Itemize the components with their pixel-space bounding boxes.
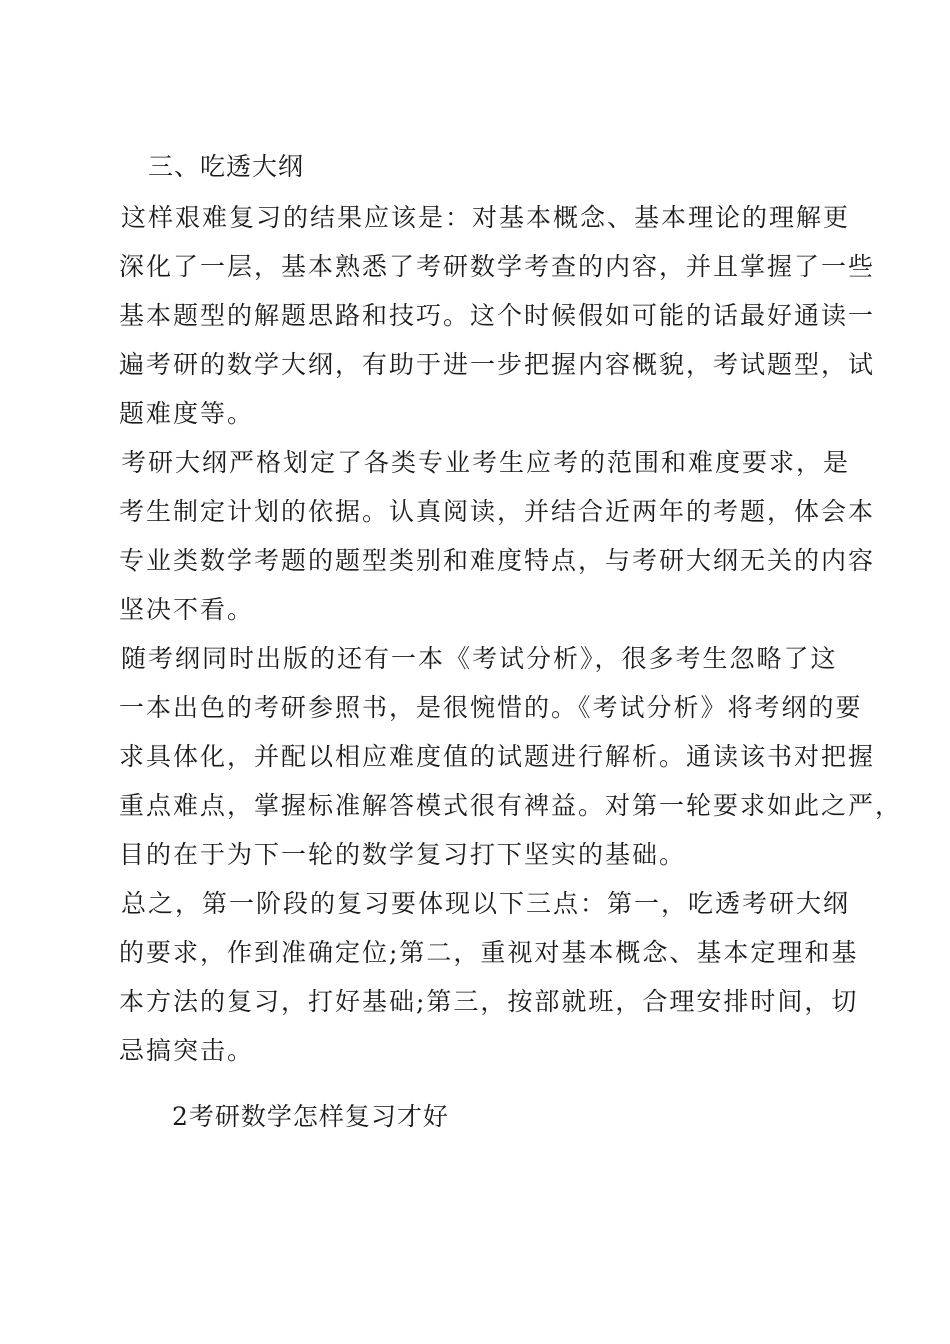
- paragraph-1-line-1: 这样艰难复习的结果应该是：对基本概念、基本理论的理解更: [121, 203, 851, 232]
- paragraph-1-line-5: 题难度等。: [119, 399, 255, 428]
- paragraph-3-line-3: 求具体化，并配以相应难度值的试题进行解析。通读该书对把握: [119, 742, 876, 771]
- section-heading: 三、吃透大纲: [148, 152, 305, 181]
- paragraph-4-line-4: 忌搞突击。: [119, 1036, 255, 1065]
- body-text: [119, 193, 903, 1075]
- paragraph-2-line-1: 考研大纲严格划定了各类专业考生应考的范围和难度要求，是: [121, 448, 851, 477]
- paragraph-1-line-2: 深化了一层，基本熟悉了考研数学考查的内容，并且掌握了一些: [119, 252, 876, 281]
- paragraph-2-line-2: 考生制定计划的依据。认真阅读，并结合近两年的考题，体会本: [119, 497, 876, 526]
- paragraph-4-line-1: 总之，第一阶段的复习要体现以下三点：第一，吃透考研大纲: [121, 889, 851, 918]
- paragraph-3-line-2: 一本出色的考研参照书，是很惋惜的。《考试分析》将考纲的要: [119, 693, 863, 722]
- paragraph-4-line-3: 本方法的复习，打好基础;第三，按部就班，合理安排时间，切: [119, 987, 859, 1016]
- paragraph-2-line-3: 专业类数学考题的题型类别和难度特点，与考研大纲无关的内容: [119, 546, 876, 575]
- paragraph-1-line-4: 遍考研的数学大纲，有助于进一步把握内容概貌，考试题型，试: [119, 350, 876, 379]
- paragraph-3-line-1: 随考纲同时出版的还有一本《考试分析》，很多考生忽略了这: [121, 644, 838, 673]
- paragraph-4-line-2: 的要求，作到准确定位;第二，重视对基本概念、基本定理和基: [119, 938, 859, 967]
- paragraph-1-line-3: 基本题型的解题思路和技巧。这个时候假如可能的话最好通读一: [119, 301, 876, 330]
- next-section-heading: 2考研数学怎样复习才好: [172, 1102, 449, 1131]
- paragraph-2-line-4: 坚决不看。: [119, 595, 255, 624]
- paragraph-3-line-5: 目的在于为下一轮的数学复习打下坚实的基础。: [119, 840, 687, 869]
- paragraph-3-line-4: 重点难点，掌握标准解答模式很有裨益。对第一轮要求如此之严，: [119, 791, 903, 820]
